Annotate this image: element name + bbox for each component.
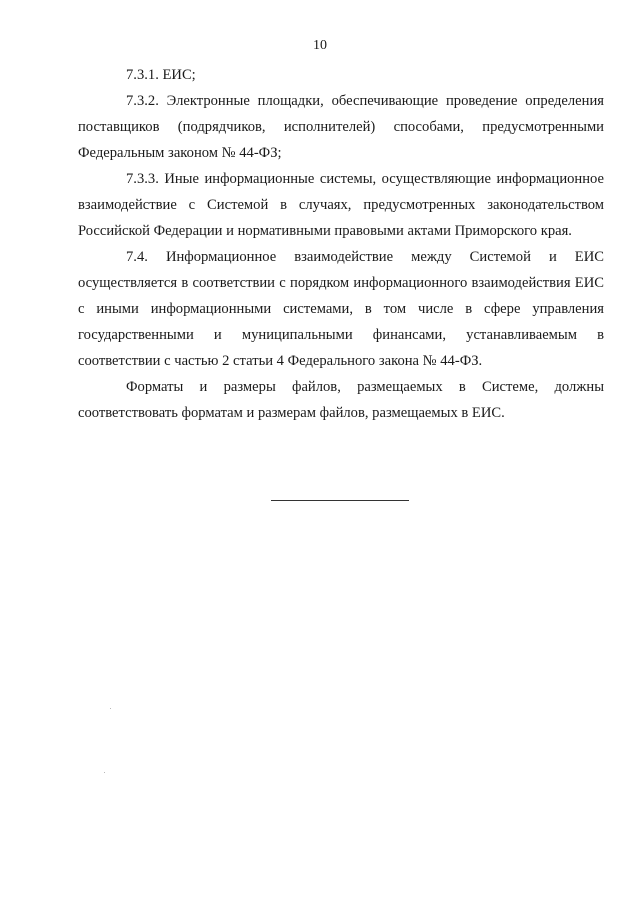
file-formats-paragraph: Форматы и размеры файлов, размещаемых в Системе, должны соответствовать форматам и размерам файлов, размещаемых в ЕИС. (78, 379, 604, 421)
document-body (78, 62, 604, 426)
clause-7-3-2: 7.3.2. Электронные площадки, обеспечивающие проведение определения поставщиков (подрядчиков, исполнителей) способами, предусмотренными Федеральным законом № 44-ФЗ; (78, 93, 604, 161)
clause-7-4: 7.4. Информационное взаимодействие между Системой и ЕИС осуществляется в соответствии с порядком информационного взаимодействия ЕИС с иными информационными системами, в том числе в сфере управления государственными и муниципальными финансами, устанавливаемым в соответствии с частью 2 статьи 4 Федерального закона № 44-ФЗ. (78, 249, 604, 369)
scan-speck (104, 772, 105, 773)
clause-7-3-1: 7.3.1. ЕИС; (126, 67, 196, 83)
page-number: 10 (313, 38, 327, 53)
scan-speck (110, 708, 111, 709)
end-of-document-separator (271, 500, 409, 501)
clause-7-3-3: 7.3.3. Иные информационные системы, осуществляющие информационное взаимодействие с Системой в случаях, предусмотренных законодательством Российской Федерации и нормативными правовыми актами Приморского края. (78, 171, 604, 239)
